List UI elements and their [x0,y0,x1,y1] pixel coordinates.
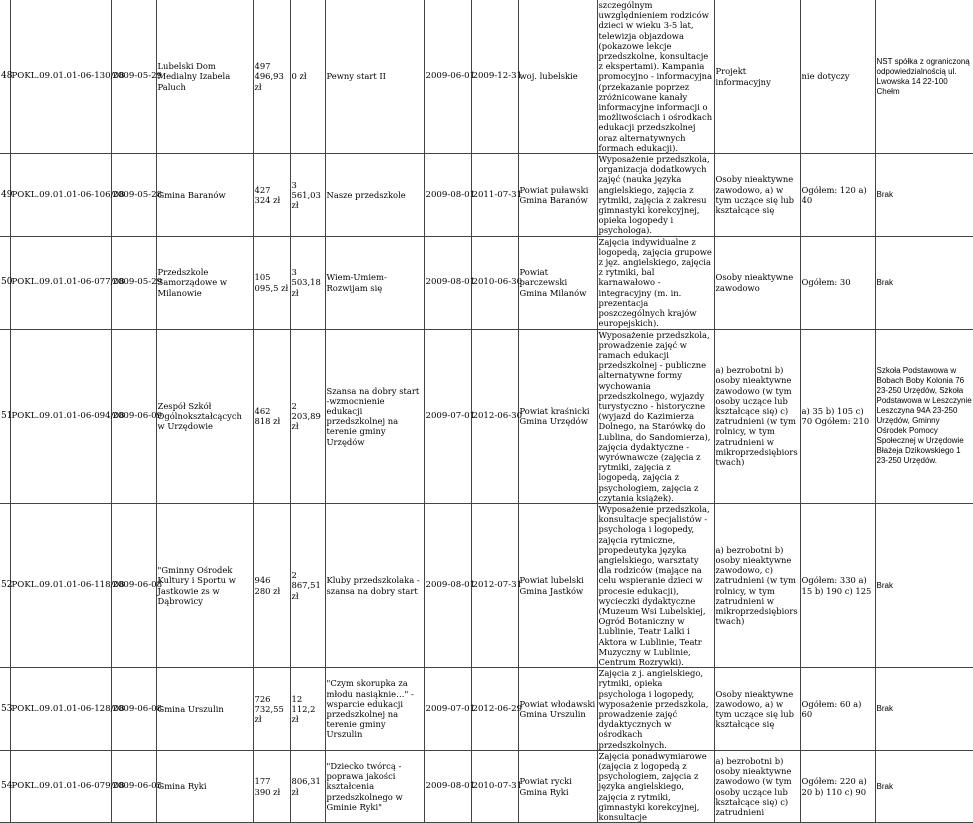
end-date: 2012-06-30 [471,329,518,503]
partner-contact: Brak [875,503,973,667]
participant-count: Ogółem: 120 a) 40 [800,154,875,237]
beneficiary-name: Gmina Baranów [156,154,253,237]
total-value: 177 390 zł [253,750,290,822]
partner-contact: Brak [875,236,973,329]
table-row [0,750,973,822]
project-description: szczególnym uwzględnieniem rodziców dzieci w wieku 3-5 lat, telewizja objazdowa (pokazowe lekcje przedszkolne, konsultacje z ekspertami). Kampania promocyjno - informacyjna (przekazanie poprzez zróżnicowane kanały informacyjne informacji o możliwościach i ośrodkach edukacji przedszkolnej oraz alternatywnych formach edukacji). [598,0,713,153]
end-date: 2009-12-31 [471,0,518,154]
end-date: 2010-07-31 [471,750,518,822]
implementation-area: Powiat puławski Gmina Baranów [518,154,597,237]
total-value: 105 095,5 zł [253,236,290,329]
project-description: Zajęcia indywidualne z logopedą, zajęcia grupowe z jęz. angielskiego, zajęcia z rytmiki, bal karnawałowo - integracyjny (m. in. prezentacja poszczególnych krajów europejskich). [597,236,714,329]
start-date: 2009-08-01 [424,750,471,822]
own-contribution: 806,31 zł [290,750,325,822]
start-date: 2009-07-01 [424,668,471,751]
implementation-area: Powiat rycki Gmina Ryki [518,750,597,822]
project-description: Wyposażenie przedszkola, organizacja dodatkowych zajęć (nauka języka angielskiego, zajęcia z rytmiki, zajęcia z zakresu gimnastyki korekcyjnej, opieka logopedy i psychologa). [597,154,714,237]
table-row [0,668,973,751]
project-title: Szansa na dobry start -wzmocnienie edukacji przedszkolnej na terenie gminy Urzędów [325,329,424,503]
end-date: 2012-06-29 [471,668,518,751]
target-group: a) bezrobotni b) osoby nieaktywne zawodowo (w tym osoby uczące lub kształcące się) c) zatrudnieni (w tym rolnicy, w tym zatrudnieni w mikroprzedsiębiorstwach) [714,329,800,503]
end-date: 2011-07-31 [471,154,518,237]
project-title: "Czym skorupka za młodu nasiąknie…" -wsparcie edukacji przedszkolnej na terenie gminy Urszulin [325,668,424,751]
beneficiary-name: Przedszkole Samorządowe w Milanowie [156,236,253,329]
partner-contact: Brak [875,668,973,751]
participant-count: Ogółem: 220 a) 20 b) 110 c) 90 [800,750,875,822]
own-contribution: 2 867,51 zł [290,503,325,667]
partner-contact: Brak [875,750,973,822]
signing-date: 2009-05-29 [111,0,156,154]
contract-number: POKL.09.01.01-06-077/08 [10,236,111,329]
row-number: 52 [0,503,10,667]
signing-date: 2009-06-08 [111,503,156,667]
row-number: 54 [0,750,10,822]
table-row [0,154,973,237]
contract-number: POKL.09.01.01-06-094/08 [10,329,111,503]
target-group: a) bezrobotni b) osoby nieaktywne zawodowo, c) zatrudnieni (w tym rolnicy, w tym zatrudnieni w mikroprzedsiębiorstwach) [714,503,800,667]
row-number: 50 [0,236,10,329]
target-group: Osoby nieaktywne zawodowo, a) w tym uczące się lub kształcące się [714,668,800,751]
project-description: Wyposażenie przedszkola, prowadzenie zajęć w ramach edukacji przedszkolnej - publiczne alternatywne formy wychowania przedszkolnego, wyjazdy turystyczno - historyczne (wyjazd do Kazimierza Dolnego, na Starówkę do Lublina, do Sandomierza), zajęcia dydaktyczne - wyrównawcze (zajęcia z rytmiki, zajęcia z logopedą, zajęcia z psychologiem, zajęcia z czytania książek). [597,329,714,503]
partner-contact: Brak [875,154,973,237]
project-description: Wyposażenie przedszkola, konsultacje specjalistów - psychologa i logopedy, zajęcia rytmiczne, propedeutyka języka angielskiego, warsztaty dla rodziców (mające na celu wspieranie dzieci w procesie edukacji), wycieczki dydaktyczne (Muzeum Wsi Lubelskiej, Ogród Botaniczny w Lublinie, Teatr Lalki i Aktora w Lublinie, Teatr Muzyczny w Lublinie, Centrum Rozrywki). [597,503,714,667]
start-date: 2009-06-01 [424,0,471,154]
signing-date: 2009-06-09 [111,329,156,503]
own-contribution: 2 203,89 zł [290,329,325,503]
table-row [0,503,973,667]
own-contribution: 3 503,18 zł [290,236,325,329]
signing-date: 2009-05-29 [111,236,156,329]
project-title: Pewny start II [325,0,424,154]
total-value: 946 280 zł [253,503,290,667]
contract-number: POKL.09.01.01-06-079/08 [10,750,111,822]
total-value: 427 324 zł [253,154,290,237]
row-number: 49 [0,154,10,237]
contract-number: POKL.09.01.01-06-118/08 [10,503,111,667]
start-date: 2009-07-01 [424,329,471,503]
beneficiary-name: Zespół Szkół Ogólnokształcących w Urzędowie [156,329,253,503]
beneficiary-name: Lubelski Dom Medialny Izabela Paluch [156,0,253,154]
target-group: Osoby nieaktywne zawodowo [714,236,800,329]
start-date: 2009-08-01 [424,154,471,237]
implementation-area: Powiat kraśnicki Gmina Urzędów [518,329,597,503]
project-title: Wiem-Umiem-Rozwijam się [325,236,424,329]
row-number: 48 [0,0,10,154]
project-description: Zajęcia ponadwymiarowe (zajęcia z logopedą z psychologiem, zajęcia z języka angielskiego, zajęcia z rytmiki, gimnastyki korekcyjnej, konsultacje [597,750,714,822]
total-value: 726 732,55 zł [253,668,290,751]
participant-count: nie dotyczy [800,0,875,154]
signing-date: 2009-05-28 [111,154,156,237]
target-group: Projekt informacyjny [714,0,800,154]
beneficiary-name: Gmina Urszulin [156,668,253,751]
project-title: "Dziecko twórcą - poprawa jakości kształcenia przedszkolnego w Gminie Ryki" [325,750,424,822]
table-row [0,0,973,154]
end-date: 2010-06-30 [471,236,518,329]
contract-number: POKL.09.01.01-06-130/08 [10,0,111,154]
row-number: 51 [0,329,10,503]
implementation-area: Powiat lubelski Gmina Jastków [518,503,597,667]
beneficiary-name: Gmina Ryki [156,750,253,822]
row-number: 53 [0,668,10,751]
partner-contact: Szkoła Podstawowa w Bobach Boby Kolonia 76 23-250 Urzędów, Szkoła Podstawowa w Leszczynie Leszczyna 94A 23-250 Urzędów, Gminny Ośrodek Pomocy Społecznej w Urzędowie Błażeja Dzikowskiego 1 23-250 Urzędów. [875,329,973,503]
total-value: 497 496,93 zł [253,0,290,154]
own-contribution: 12 112,2 zł [290,668,325,751]
project-description: Zajęcia z j. angielskiego, rytmiki, opieka psychologa i logopedy, wyposażenie przedszkola, prowadzenie zajęć dydaktycznych w ośrodkach przedszkolnych. [597,668,714,751]
implementation-area: Powiat parczewski Gmina Milanów [518,236,597,329]
start-date: 2009-08-01 [424,503,471,667]
participant-count: Ogółem: 60 a) 60 [800,668,875,751]
participant-count: a) 35 b) 105 c) 70 Ogółem: 210 [800,329,875,503]
own-contribution: 0 zł [290,0,325,154]
contract-number: POKL.09.01.01-06-106/08 [10,154,111,237]
target-group: a) bezrobotni b) osoby nieaktywne zawodowo (w tym osoby uczące lub kształcące się) c) zatrudnieni [714,750,800,822]
table-row [0,329,973,503]
end-date: 2012-07-31 [471,503,518,667]
participant-count: Ogółem: 330 a) 15 b) 190 c) 125 [800,503,875,667]
table-row [0,236,973,329]
project-title: Nasze przedszkole [325,154,424,237]
contract-number: POKL.09.01.01-06-128/08 [10,668,111,751]
implementation-area: woj. lubelskie [518,0,597,154]
signing-date: 2009-06-05 [111,750,156,822]
target-group: Osoby nieaktywne zawodowo, a) w tym uczące się lub kształcące się [714,154,800,237]
signing-date: 2009-06-08 [111,668,156,751]
start-date: 2009-08-01 [424,236,471,329]
partner-contact: NST spółka z ograniczoną odpowiedzialnością ul. Lwowska 14 22-100 Chełm [875,0,973,154]
participant-count: Ogółem: 30 [800,236,875,329]
implementation-area: Powiat włodawski Gmina Urszulin [518,668,597,751]
own-contribution: 3 561,03 zł [290,154,325,237]
project-title: Kluby przedszkolaka - szansa na dobry start [325,503,424,667]
total-value: 462 818 zł [253,329,290,503]
beneficiary-name: "Gminny Ośrodek Kultury i Sportu w Jastkowie zs w Dąbrowicy [156,503,253,667]
